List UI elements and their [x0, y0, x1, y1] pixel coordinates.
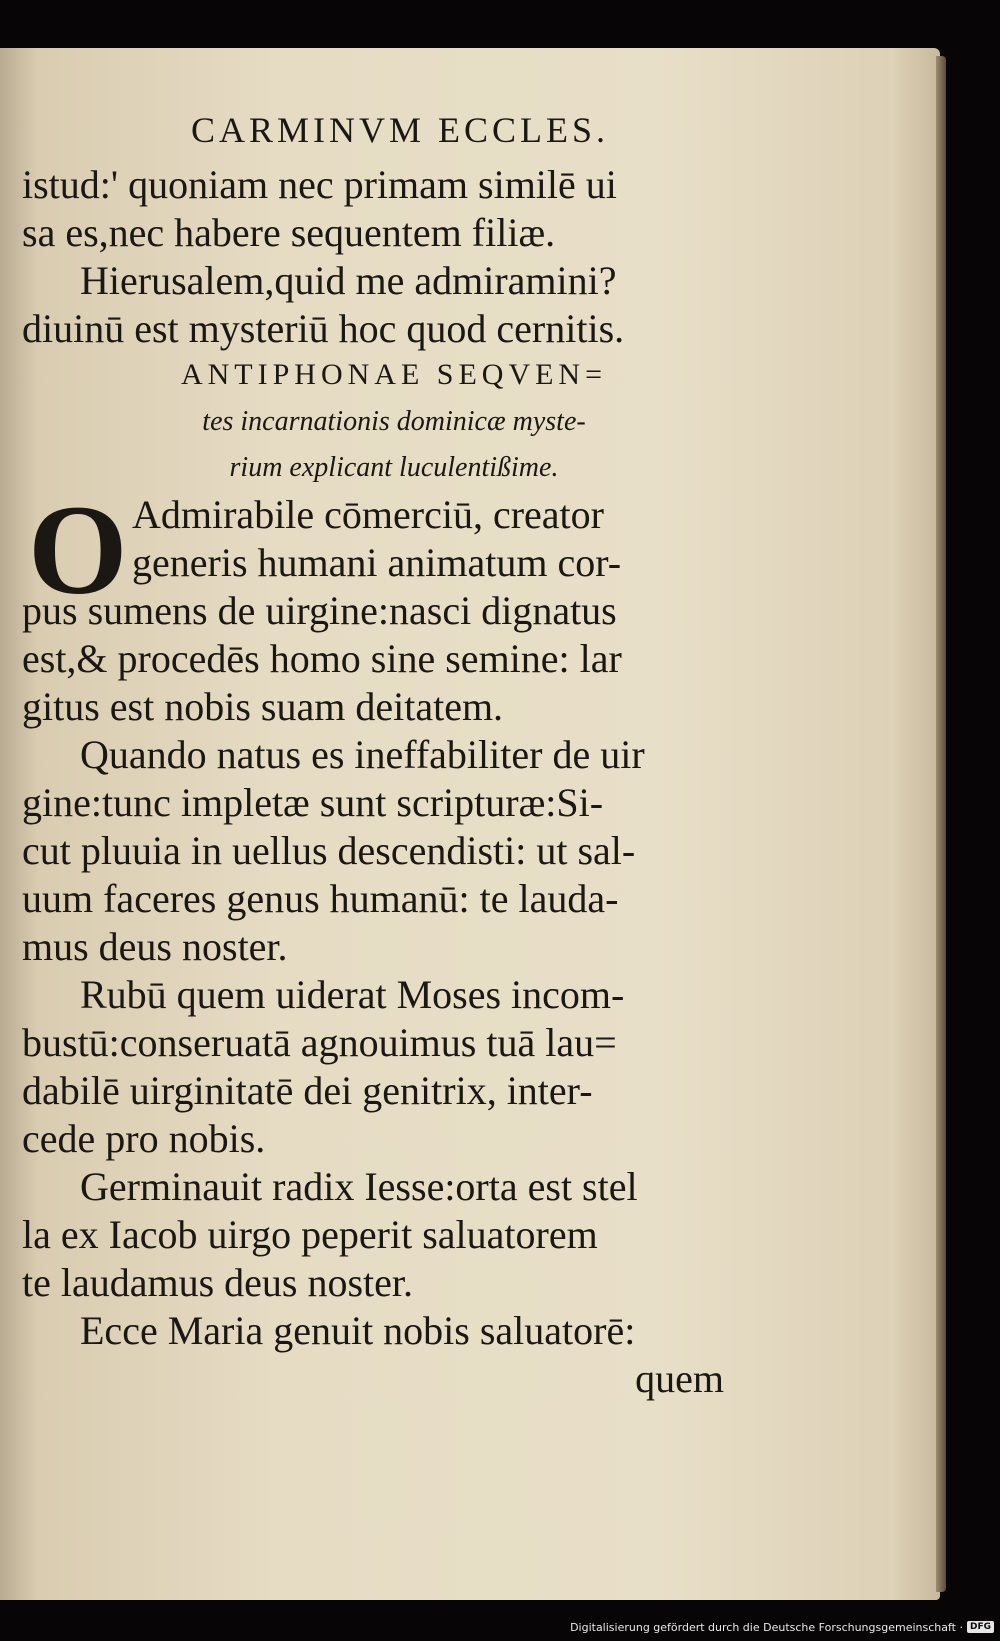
- drop-initial: O: [28, 479, 128, 621]
- text-line: Rubū quem uiderat Moses incom-: [80, 972, 625, 1017]
- text-line: istud:' quoniam nec primam similē ui: [22, 162, 617, 207]
- page-text: [22, 105, 738, 1403]
- digitization-footer: [570, 1617, 994, 1637]
- antiphon-paragraph: [22, 1163, 738, 1307]
- text-line: uum faceres genus humanū: te lauda-: [22, 876, 619, 921]
- text-line: mus deus noster.: [22, 924, 288, 969]
- heading-caps-line: ANTIPHONAE SEQVEN=: [180, 358, 608, 391]
- text-line: la ex Iacob uirgo peperit saluatorem: [22, 1212, 598, 1257]
- catchword: quem: [635, 1356, 724, 1401]
- paragraph-1: [22, 161, 738, 257]
- paragraph-2: [22, 257, 738, 353]
- text-line: Hierusalem,quid me admiramini?: [80, 258, 617, 303]
- footer-credit: Digitalisierung gefördert durch die Deutsche Forschungsgemeinschaft ·: [570, 1620, 963, 1634]
- antiphon-paragraph: [22, 1307, 738, 1355]
- text-line: generis humani animatum cor-: [132, 540, 622, 585]
- text-line: gine:tunc impletæ sunt scripturæ:Si-: [22, 780, 604, 825]
- text-line: Quando natus es ineffabiliter de uir: [80, 732, 645, 777]
- heading-italic-line: tes incarnationis dominicæ myste-: [202, 406, 586, 437]
- text-line: sa es,nec habere sequentem filiæ.: [22, 210, 556, 255]
- text-line: cede pro nobis.: [22, 1116, 266, 1161]
- text-line: est,& procedēs homo sine semine: lar: [22, 636, 622, 681]
- text-line: Germinauit radix Iesse:orta est stel: [80, 1164, 638, 1209]
- text-line: Ecce Maria genuit nobis saluatorē:: [80, 1308, 636, 1353]
- text-line: pus sumens de uirgine:nasci dignatus: [22, 588, 617, 633]
- text-line: Admirabile cōmerciū, creator: [132, 492, 604, 537]
- text-line: te laudamus deus noster.: [22, 1260, 414, 1305]
- text-line: bustū:conseruatā agnouimus tuā lau=: [22, 1020, 617, 1065]
- antiphon-paragraph: [22, 971, 738, 1163]
- heading-italic-line: rium explicant luculentißime.: [229, 452, 559, 483]
- running-head: CARMINVM ECCLES.: [190, 110, 610, 150]
- section-heading: [22, 353, 738, 491]
- text-line: cut pluuia in uellus descendisti: ut sal-: [22, 828, 636, 873]
- antiphon-paragraph: [22, 731, 738, 971]
- text-line: diuinū est mysteriū hoc quod cernitis.: [22, 306, 625, 351]
- antiphon-paragraph-initial: [22, 479, 738, 731]
- text-line: gitus est nobis suam deitatem.: [22, 684, 504, 729]
- text-line: dabilē uirginitatē dei genitrix, inter-: [22, 1068, 593, 1113]
- page-edge: [936, 56, 946, 1592]
- dfg-logo: DFG: [967, 1621, 994, 1633]
